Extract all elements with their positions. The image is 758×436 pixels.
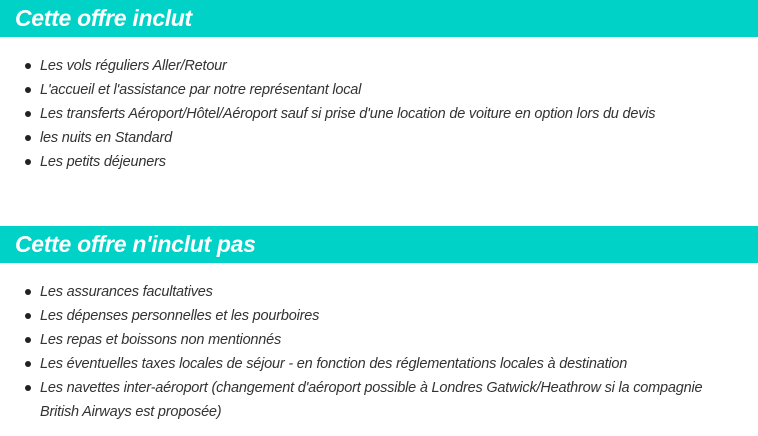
list-item — [0, 102, 758, 126]
bullet-icon — [25, 159, 31, 165]
included-section — [0, 0, 758, 174]
list-item-text: Les navettes inter-aéroport (changement d'aéroport possible à Londres Gatwick/Heathrow si la compagnie British Airways est proposée) — [40, 380, 703, 420]
list-item — [0, 376, 758, 424]
list-item — [0, 304, 758, 328]
list-item-text: Les petits déjeuners — [40, 154, 166, 170]
bullet-icon — [25, 313, 31, 319]
included-title: Cette offre inclut — [0, 0, 758, 37]
list-item-text: Les assurances facultatives — [40, 284, 213, 300]
list-item — [0, 150, 758, 174]
list-item-text: Les transferts Aéroport/Hôtel/Aéroport sauf si prise d'une location de voiture en option lors du devis — [40, 106, 656, 122]
list-item — [0, 328, 758, 352]
list-item — [0, 54, 758, 78]
list-item — [0, 78, 758, 102]
list-item-text: L'accueil et l'assistance par notre représentant local — [40, 82, 362, 98]
list-item — [0, 126, 758, 150]
bullet-icon — [25, 63, 31, 69]
list-item-text: Les éventuelles taxes locales de séjour - en fonction des réglementations locales à destination — [40, 356, 628, 372]
list-item — [0, 352, 758, 376]
list-item-text: les nuits en Standard — [40, 130, 173, 146]
bullet-icon — [25, 337, 31, 343]
bullet-icon — [25, 135, 31, 141]
bullet-icon — [25, 385, 31, 391]
bullet-icon — [25, 289, 31, 295]
list-item-text: Les dépenses personnelles et les pourboires — [40, 308, 320, 324]
bullet-icon — [25, 111, 31, 117]
list-item-text: Les repas et boissons non mentionnés — [40, 332, 282, 348]
list-item — [0, 280, 758, 304]
bullet-icon — [25, 361, 31, 367]
excluded-section — [0, 226, 758, 424]
list-item-text: Les vols réguliers Aller/Retour — [40, 58, 227, 74]
bullet-icon — [25, 87, 31, 93]
included-list — [0, 37, 758, 174]
excluded-list — [0, 263, 758, 424]
excluded-title: Cette offre n'inclut pas — [0, 226, 758, 263]
